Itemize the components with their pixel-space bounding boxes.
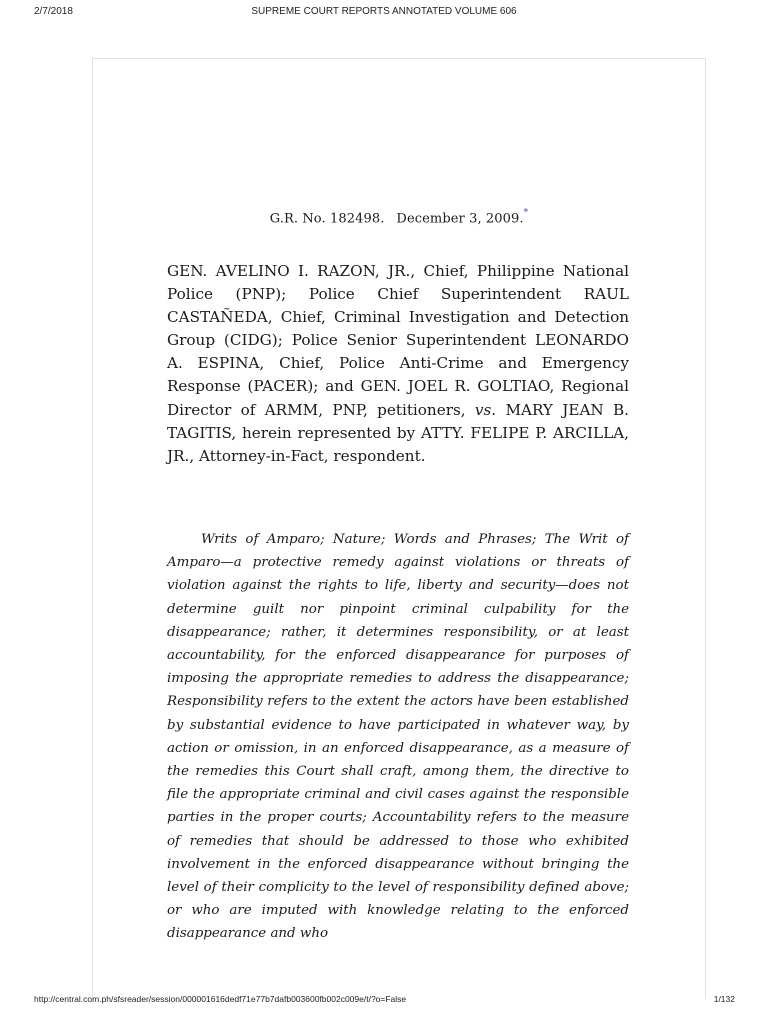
document-page xyxy=(92,58,706,999)
page-count: 1/132 xyxy=(713,994,735,1004)
footnote-link[interactable]: * xyxy=(523,208,529,218)
respondent-text: MARY JEAN B. TAGITIS, herein represented by ATTY. FELIPE P. ARCILLA, JR., Attorney-in-Fact, respondent. xyxy=(167,400,630,465)
print-date: 2/7/2018 xyxy=(34,6,73,17)
print-footer xyxy=(0,994,768,1014)
decision-date: December 3, 2009. xyxy=(396,211,524,227)
versus-text: vs. xyxy=(474,400,497,419)
gr-number: G.R. No. 182498. xyxy=(269,211,385,227)
syllabus-paragraph: Writs of Amparo; Nature; Words and Phrases; The Writ of Amparo—a protective remedy against violations or threats of violation against the rights to life, liberty and security—does not determine guilt nor pinpoint criminal culpability for the disappearance; rather, it determines responsibility, or at least accountability, for the enforced disappearance for purposes of imposing the appropriate remedies to address the disappearance; Responsibility refers to the extent the actors have been established by substantial evidence to have participated in whatever way, by action or omission, in an enforced disappearance, as a measure of the remedies this Court shall craft, among them, the directive to file the appropriate criminal and civil cases against the responsible parties in the proper courts; Accountability refers to the measure of remedies that should be addressed to those who exhibited involvement in the enforced disappearance without bringing the level of their complicity to the level of responsibility defined above; or who are imputed with knowledge relating to the enforced disappearance and who xyxy=(167,532,629,942)
print-header xyxy=(0,0,768,22)
case-parties xyxy=(167,260,629,468)
case-heading xyxy=(93,210,705,226)
document-title: SUPREME COURT REPORTS ANNOTATED VOLUME 606 xyxy=(251,6,517,17)
petitioners-text: GEN. AVELINO I. RAZON, JR., Chief, Philippine National Police (PNP); Police Chief Superintendent RAUL CASTAÑEDA, Chief, Criminal Investigation and Detection Group (CIDG); Police Senior Superintendent LEONARDO A. ESPINA, Chief, Police Anti-Crime and Emergency Response (PACER); and GEN. JOEL R. GOLTIAO, Regional Director of ARMM, PNP, petitioners, xyxy=(167,262,629,419)
page-url: http://central.com.ph/sfsreader/session/000001616dedf71e77b7dafb003600fb002c009e/t/?o=False xyxy=(34,994,407,1004)
